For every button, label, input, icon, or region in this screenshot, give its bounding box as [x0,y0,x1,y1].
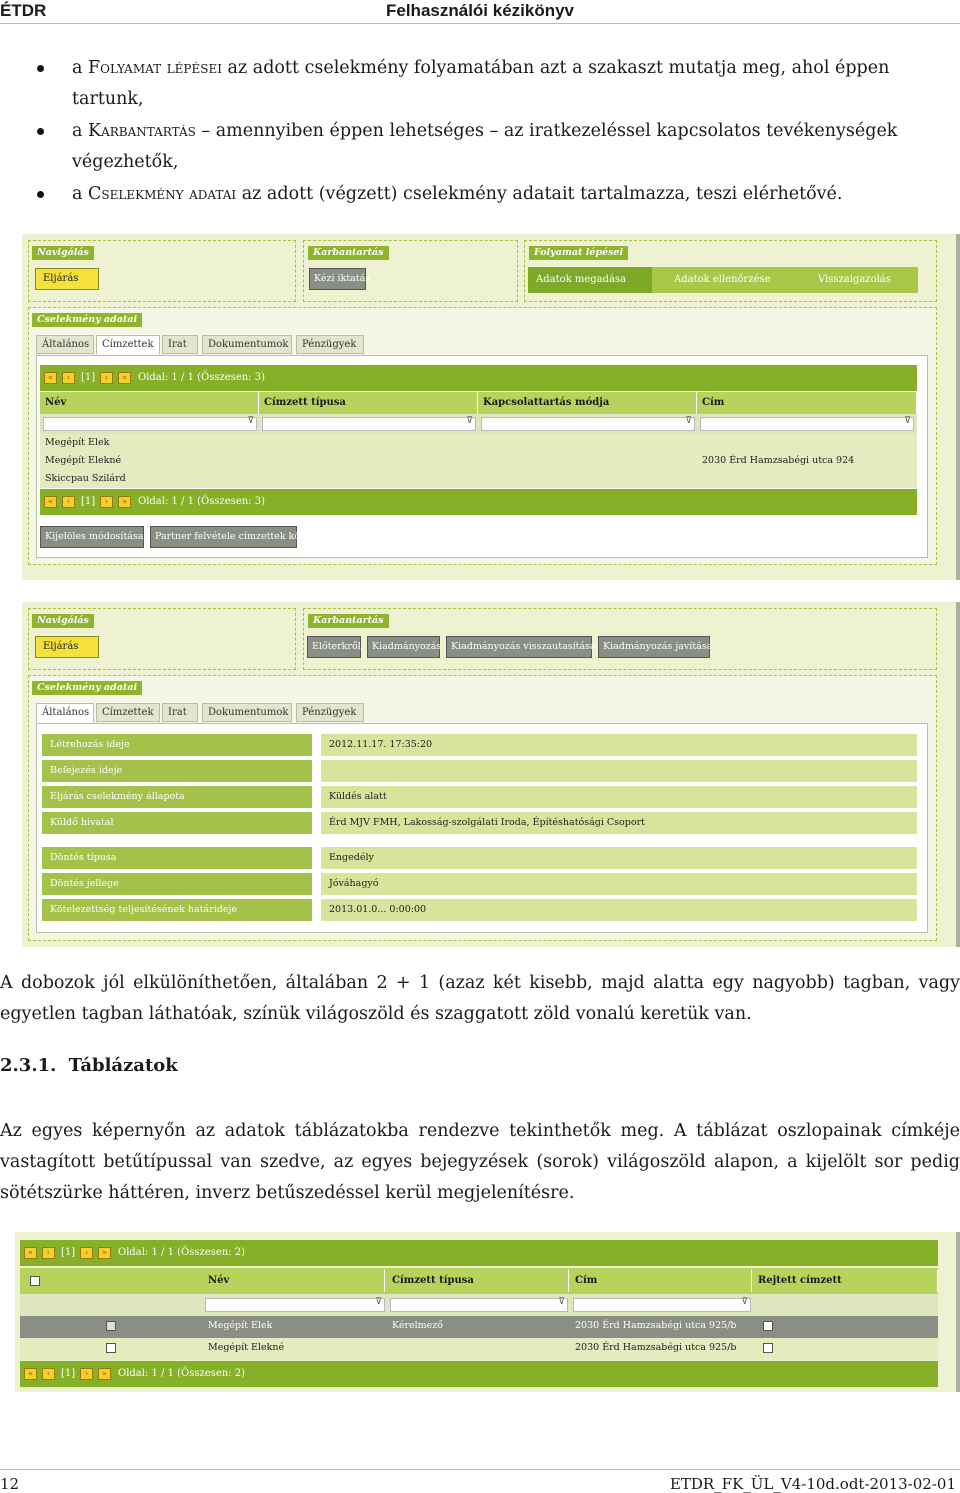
next-page-icon[interactable]: › [80,1247,93,1259]
col-kapcsolattartas[interactable]: Kapcsolattartás módja [478,392,697,414]
filter-tipus[interactable] [262,417,476,431]
eljaras-button[interactable]: Eljárás [35,268,99,290]
last-page-icon[interactable]: » [98,1247,111,1259]
prev-page-icon[interactable]: ‹ [62,372,75,384]
page-header [0,0,960,24]
col-cim[interactable]: Cím [697,392,917,414]
cell-cim: 2030 Érd Hamzsabégi utca 925/b [575,1320,737,1331]
field-label: Küldő hivatal [42,812,312,834]
col-nev[interactable]: Név [40,392,259,414]
page-footer [0,1469,960,1493]
rejtett-checkbox[interactable] [763,1321,773,1331]
row-checkbox[interactable] [106,1343,116,1353]
flow-steps [528,267,918,293]
field-label: Eljárás cselekmény állapota [42,786,312,808]
step-1: Adatok megadása [528,267,652,293]
nav-tag: Navigálás [32,614,94,628]
last-page-icon[interactable]: » [118,496,131,508]
rejtett-checkbox[interactable] [763,1343,773,1353]
field-value: Küldés alatt [321,786,917,808]
tab-cimzettek[interactable]: Címzettek [96,335,160,355]
kijeloles-modositasa-button[interactable]: Kijelöles módosítása [40,526,144,548]
filter-kapcsolat[interactable] [481,417,695,431]
next-page-icon[interactable]: › [80,1368,93,1380]
tab-altalanos[interactable]: Általános [36,335,94,354]
cs-tag: Cselekmény adatai [32,681,142,695]
table-row[interactable]: Megépít Elekné [45,455,122,466]
pager-top [20,1240,938,1266]
col-cimzett-tipusa[interactable]: Címzett típusa [259,392,478,414]
filter-tipus[interactable] [390,1298,568,1312]
bullet-dot [37,191,44,198]
tab-penzugyek[interactable]: Pénzügyek [296,703,364,722]
filter-cim[interactable] [700,417,914,431]
field-value: Engedély [321,847,917,869]
field-label: Létrehozás ideje [42,734,312,756]
field-label: Befejezés ideje [42,760,312,782]
section-heading [0,1055,178,1076]
karb-tag: Karbantartás [308,614,389,628]
kiadmanyozas-visszautasitasa-button[interactable]: Kiadmányozás visszautasítása [446,636,592,658]
eljaras-button[interactable]: Eljárás [35,636,99,658]
table-row[interactable] [20,1338,938,1360]
field-value: Jóváhagyó [321,873,917,895]
first-page-icon[interactable]: « [24,1368,37,1380]
field-value [321,760,917,782]
step-3: Visszaigazolás [818,274,891,285]
last-page-icon[interactable]: » [118,372,131,384]
page-number: [1] [81,496,96,507]
cs-tag: Cselekmény adatai [32,313,142,327]
bullet-dot [37,128,44,135]
first-page-icon[interactable]: « [44,372,57,384]
next-page-icon[interactable]: › [100,496,113,508]
page-number: [1] [61,1368,76,1379]
cell-nev: Megépít Elekné [208,1342,285,1353]
kezi-iktatas-button[interactable]: Kézi iktatás [309,268,366,290]
pager-text: Oldal: 1 / 1 (Összesen: 3) [138,372,265,383]
page-number: [1] [81,372,96,383]
tab-dokumentumok[interactable]: Dokumentumok [202,335,292,354]
table-row-selected[interactable] [20,1316,938,1338]
pager-text: Oldal: 1 / 1 (Összesen: 2) [118,1368,245,1379]
pager-bottom [20,1361,938,1387]
prev-page-icon[interactable]: ‹ [62,496,75,508]
table-cell-cim: 2030 Érd Hamzsabégi utca 924 [702,455,855,466]
paragraph-dobozok: A dobozok jól elkülöníthetően, általában 2 + 1 (azaz két kisebb, majd alatta egy nagyobb) tagban, vagy egyetlen tagban láthatóak, színük világoszöld és szaggatott zöld vonalú keretük van. [0,973,960,1024]
prev-page-icon[interactable]: ‹ [42,1368,55,1380]
first-page-icon[interactable]: « [24,1247,37,1259]
cell-cim: 2030 Érd Hamzsabégi utca 925/b [575,1342,737,1353]
pager-bottom [40,489,917,515]
page-number: 12 [0,1475,20,1493]
field-value: 2013.01.0... 0:00:00 [321,899,917,921]
header-title: Felhasználói kézikönyv [386,1,575,20]
filter-nev[interactable] [205,1298,385,1312]
section-title: Táblázatok [68,1055,178,1076]
last-page-icon[interactable]: » [98,1368,111,1380]
field-value: 2012.11.17. 17:35:20 [321,734,917,756]
kiadmanyozas-javitasa-button[interactable]: Kiadmányozás javítása [598,636,710,658]
pager-top [40,365,917,391]
tab-altalanos[interactable]: Általános [36,703,94,723]
term: Cselekmény adatai [88,184,237,204]
karb-tag: Karbantartás [308,246,389,260]
row-checkbox[interactable] [106,1321,116,1331]
pager-text: Oldal: 1 / 1 (Összesen: 3) [138,496,265,507]
table-row[interactable]: Skiccpau Szilárd [45,473,126,484]
flow-tag: Folyamat lépései [529,246,628,260]
field-value: Érd MJV FMH, Lakosság-szolgálati Iroda, Építéshatósági Csoport [321,812,917,834]
next-page-icon[interactable]: › [100,372,113,384]
first-page-icon[interactable]: « [44,496,57,508]
header-left: ÉTDR [0,1,47,20]
col-cim[interactable]: Cím [570,1270,752,1292]
term: Karbantartás [88,121,196,141]
tab-irat[interactable]: Irat [162,335,198,354]
pager-text: Oldal: 1 / 1 (Összesen: 2) [118,1247,245,1258]
table-row[interactable]: Megépít Elek [45,437,110,448]
col-cimzett-tipusa[interactable]: Címzett típusa [387,1270,569,1292]
field-label: Kötelezettség teljesítésének határideje [42,899,312,921]
eloterkrol-button[interactable]: Előterkről [307,636,361,658]
bullet-dot [37,65,44,72]
section-number: 2.3.1. [0,1055,57,1076]
select-all-checkbox[interactable] [30,1276,40,1286]
filter-nev[interactable] [43,417,257,431]
col-rejtett-cimzett[interactable]: Rejtett címzett [753,1270,938,1292]
doc-id: ETDR_FK_ÜL_V4-10d.odt-2013-02-01 [669,1475,956,1493]
cell-nev: Megépít Elek [208,1320,273,1331]
page-number: [1] [61,1247,76,1258]
tab-dokumentumok[interactable]: Dokumentumok [202,703,292,722]
step-2: Adatok ellenőrzése [674,274,771,285]
tab-cimzettek[interactable]: Címzettek [96,703,160,722]
prev-page-icon[interactable]: ‹ [42,1247,55,1259]
col-nev[interactable]: Név [203,1270,385,1292]
term: Folyamat lépései [88,58,222,78]
tab-penzugyek[interactable]: Pénzügyek [296,335,364,354]
nav-tag: Navigálás [32,246,94,260]
cell-tipus: Kérelmező [392,1320,444,1331]
field-label: Döntés jellege [42,873,312,895]
paragraph-tablazatok: Az egyes képernyőn az adatok táblázatokba rendezve tekinthetők meg. A táblázat oszlopainak címkéje vastagított betűtípussal van szedve, az egyes bejegyzések (sorok) világoszöld alapon, a kijelölt sor pedig sötétszürke háttéren, inverz betűszedéssel kerül megjelenítésre. [0,1121,960,1203]
field-label: Döntés típusa [42,847,312,869]
kiadmanyozas-button[interactable]: Kiadmányozás [367,636,440,658]
partner-felvetele-button[interactable]: Partner felvétele címzettek közé [150,526,297,548]
filter-cim[interactable] [573,1298,751,1312]
tab-irat[interactable]: Irat [162,703,198,722]
